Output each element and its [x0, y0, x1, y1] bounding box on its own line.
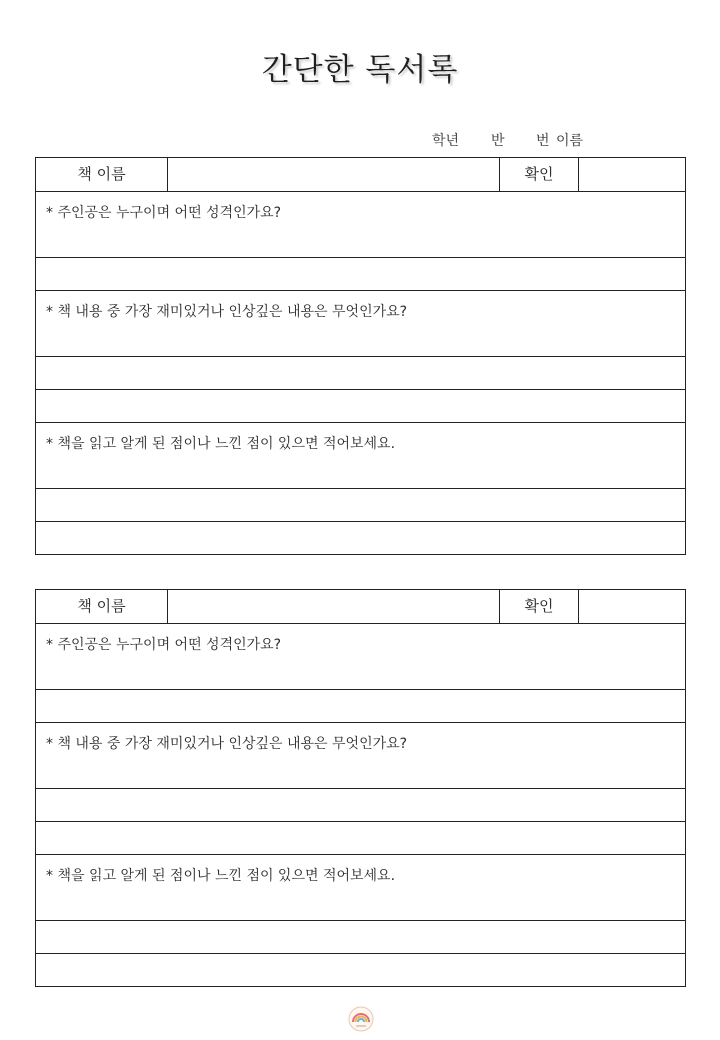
- class-label: 반: [491, 133, 505, 149]
- book-header-row: [36, 590, 685, 623]
- reading-log-form-2: [35, 589, 686, 987]
- check-label: 확인: [500, 158, 579, 191]
- answer-line[interactable]: [36, 821, 685, 854]
- page-title: 간단한 독서록: [261, 52, 459, 88]
- grade-label: 학년: [432, 133, 460, 149]
- book-header-row: [36, 158, 685, 191]
- answer-line[interactable]: [36, 356, 685, 389]
- question-row-character[interactable]: [36, 623, 685, 689]
- book-name-field[interactable]: [168, 590, 500, 623]
- question-row-character[interactable]: [36, 191, 685, 257]
- check-field[interactable]: [579, 158, 685, 191]
- question-row-favorite-part[interactable]: [36, 290, 685, 356]
- student-info-line: [432, 130, 602, 148]
- name-label: 이름: [556, 133, 584, 149]
- check-field[interactable]: [579, 590, 685, 623]
- answer-line[interactable]: [36, 953, 685, 986]
- question-text: * 책을 읽고 알게 된 점이나 느낀 점이 있으면 적어보세요.: [46, 868, 396, 884]
- answer-line[interactable]: [36, 488, 685, 521]
- question-text: * 책 내용 중 가장 재미있거나 인상깊은 내용은 무엇인가요?: [46, 736, 408, 752]
- answer-line[interactable]: [36, 920, 685, 953]
- check-label: 확인: [500, 590, 579, 623]
- reading-log-form-1: [35, 157, 686, 555]
- question-text: * 책을 읽고 알게 된 점이나 느낀 점이 있으면 적어보세요.: [46, 436, 396, 452]
- book-name-label: 책 이름: [36, 158, 168, 191]
- rainbow-logo-icon: [348, 1006, 374, 1032]
- question-text: * 책 내용 중 가장 재미있거나 인상깊은 내용은 무엇인가요?: [46, 304, 408, 320]
- answer-line[interactable]: [36, 521, 685, 554]
- question-text: * 주인공은 누구이며 어떤 성격인가요?: [46, 205, 282, 221]
- answer-line[interactable]: [36, 389, 685, 422]
- answer-line[interactable]: [36, 257, 685, 290]
- question-row-thoughts[interactable]: [36, 854, 685, 920]
- question-row-thoughts[interactable]: [36, 422, 685, 488]
- book-name-label: 책 이름: [36, 590, 168, 623]
- question-text: * 주인공은 누구이며 어떤 성격인가요?: [46, 637, 282, 653]
- book-name-field[interactable]: [168, 158, 500, 191]
- answer-line[interactable]: [36, 689, 685, 722]
- question-row-favorite-part[interactable]: [36, 722, 685, 788]
- answer-line[interactable]: [36, 788, 685, 821]
- number-label: 번: [536, 133, 550, 149]
